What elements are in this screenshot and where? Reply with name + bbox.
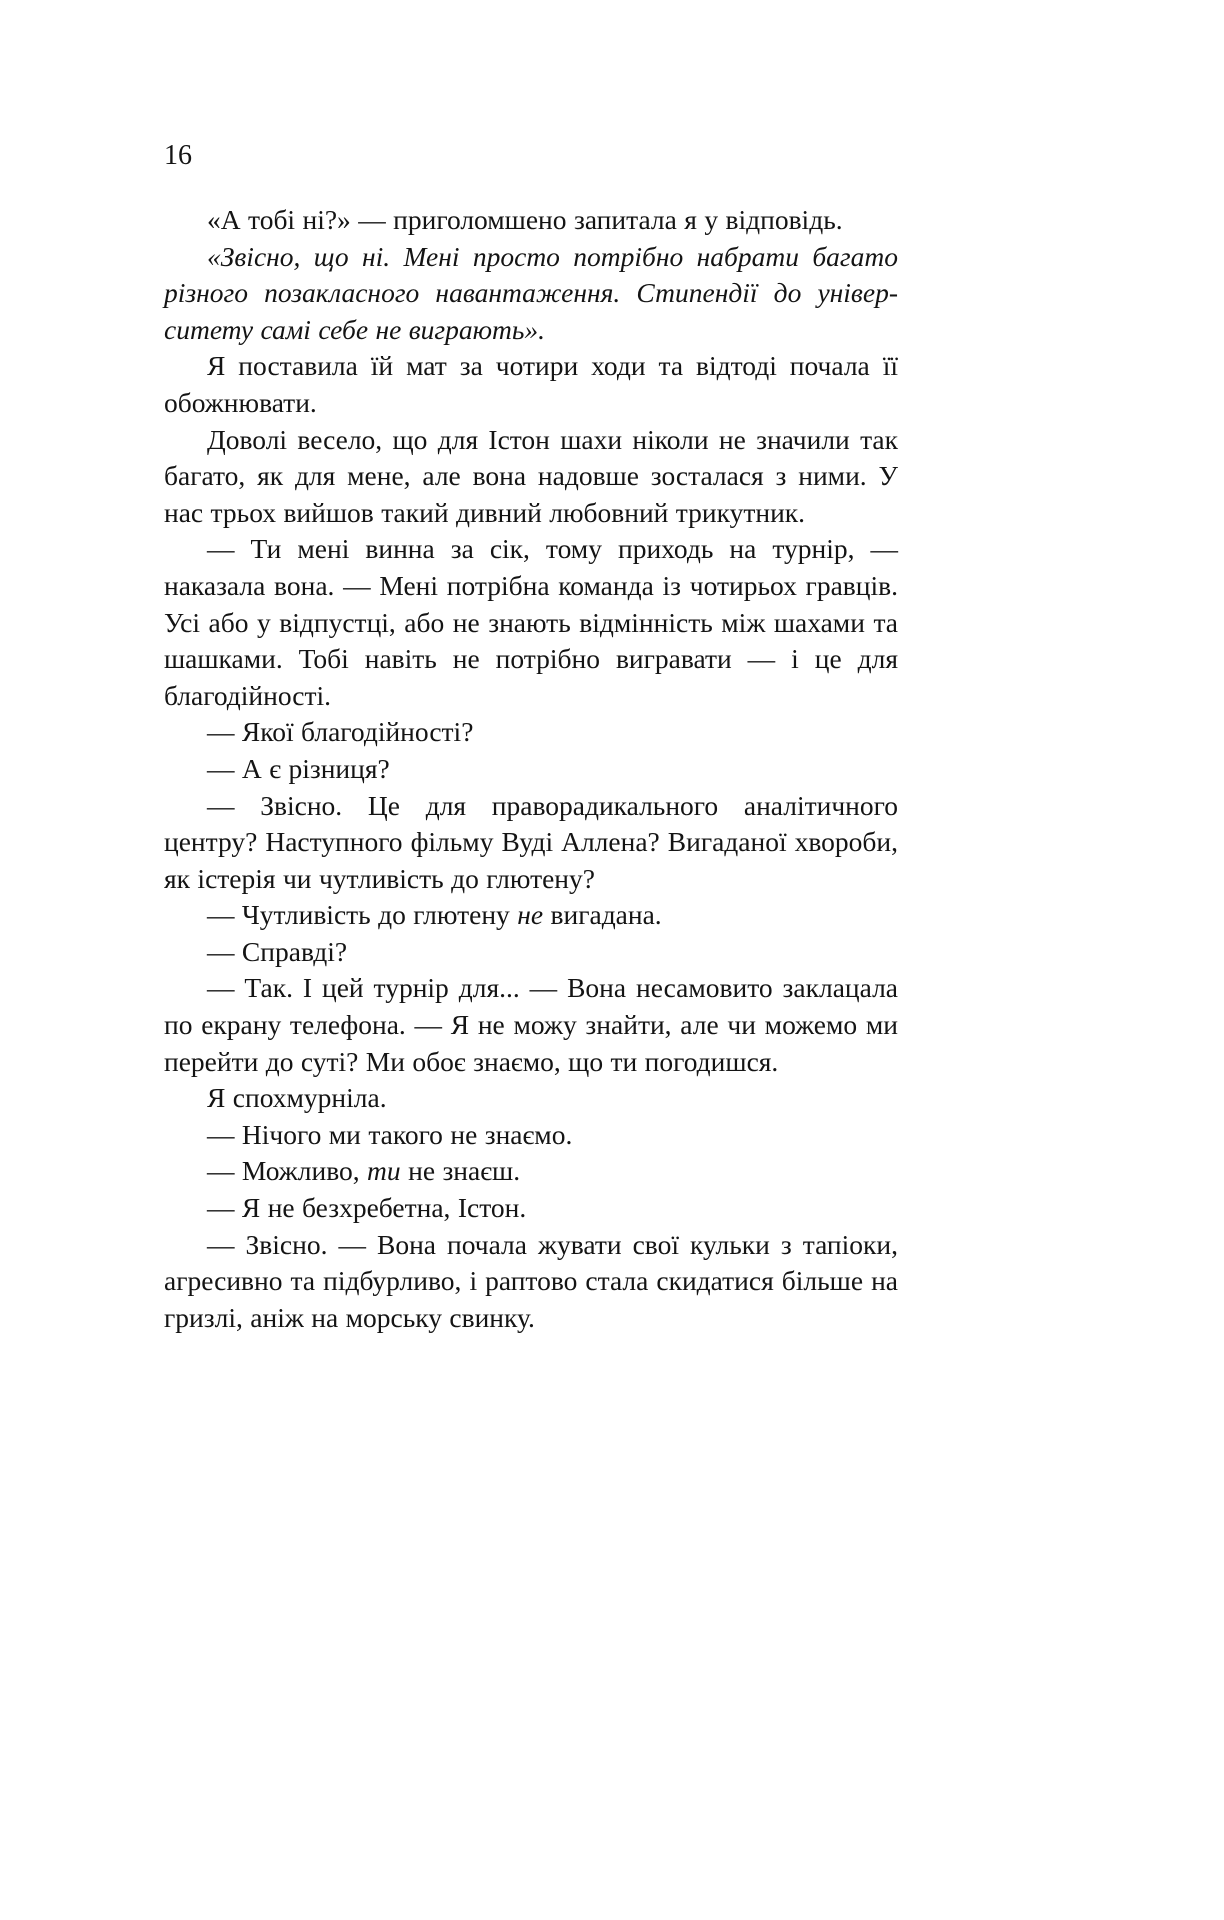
text-segment: — Нічого ми такого не знаємо. [207,1118,573,1150]
paragraph [164,239,898,349]
paragraph [164,1117,898,1154]
text-segment: Я спохмурніла. [207,1082,387,1114]
paragraph [164,1080,898,1117]
text-segment: — А є різниця? [207,752,390,784]
paragraph [164,751,898,788]
italic-text-segment: ти [367,1155,401,1187]
text-segment: — Можливо, [207,1155,368,1187]
text-segment: — Якої благодійності? [207,716,474,748]
paragraph [164,1227,898,1337]
body-text [164,202,898,1336]
text-segment: — Ти мені винна за сік, тому приходь на турнір, — наказала вона. — Мені потрібна команда із чотирьох гравців. Усі або у відпустці, або не знають відмінність між шахами та шашками. Тобі навіть не потрібно вигравати — і це для благодійності. [164,533,898,711]
text-segment: — Звісно. Це для праворадикального аналітичного центру? Наступного фільму Вуді Аллена? Вигаданої хвороби, як істерія чи чутливість до глютену? [164,789,898,894]
paragraph [164,788,898,898]
text-segment: — Чутливість до глютену [207,899,518,931]
paragraph [164,422,898,532]
text-segment: — Справді? [207,935,348,967]
paragraph [164,934,898,971]
paragraph [164,1153,898,1190]
text-segment: Я поставила їй мат за чотири ходи та відтоді почала її обожнювати. [164,350,898,418]
text-segment: не знаєш. [400,1155,521,1187]
paragraph [164,1190,898,1227]
text-segment: «А тобі ні?» — приголомшено запитала я у відповідь. [207,204,843,235]
paragraph [164,348,898,421]
paragraph [164,531,898,714]
italic-text-segment: «Звісно, що ні. Мені просто потрібно набрати багато різного позакласного навантаження. Стипендії до університету самі себе не виграють». [164,240,898,345]
text-segment: — Звісно. — Вона почала жувати свої кульки з тапіоки, агресивно та підбурливо, і раптово стала скидатися більше на гризлі, аніж на морську свинку. [164,1228,898,1333]
paragraph [164,714,898,751]
paragraph [164,970,898,1080]
italic-text-segment: не [517,899,544,931]
text-segment: вигадана. [543,899,662,931]
text-segment: — Так. І цей турнір для... — Вона несамовито заклацала по екрану телефона. — Я не можу знайти, але чи можемо ми перейти до суті? Ми обоє знаємо, що ти погодишся. [164,972,898,1077]
paragraph [164,202,898,239]
page-number: 16 [164,140,192,171]
paragraph [164,897,898,934]
text-segment: — Я не безхребетна, Істон. [207,1192,527,1224]
text-segment: Доволі весело, що для Істон шахи ніколи не значили так багато, як для мене, але вона надовше зосталася з ними. У нас трьох вийшов такий дивний любовний трикутник. [164,423,898,528]
